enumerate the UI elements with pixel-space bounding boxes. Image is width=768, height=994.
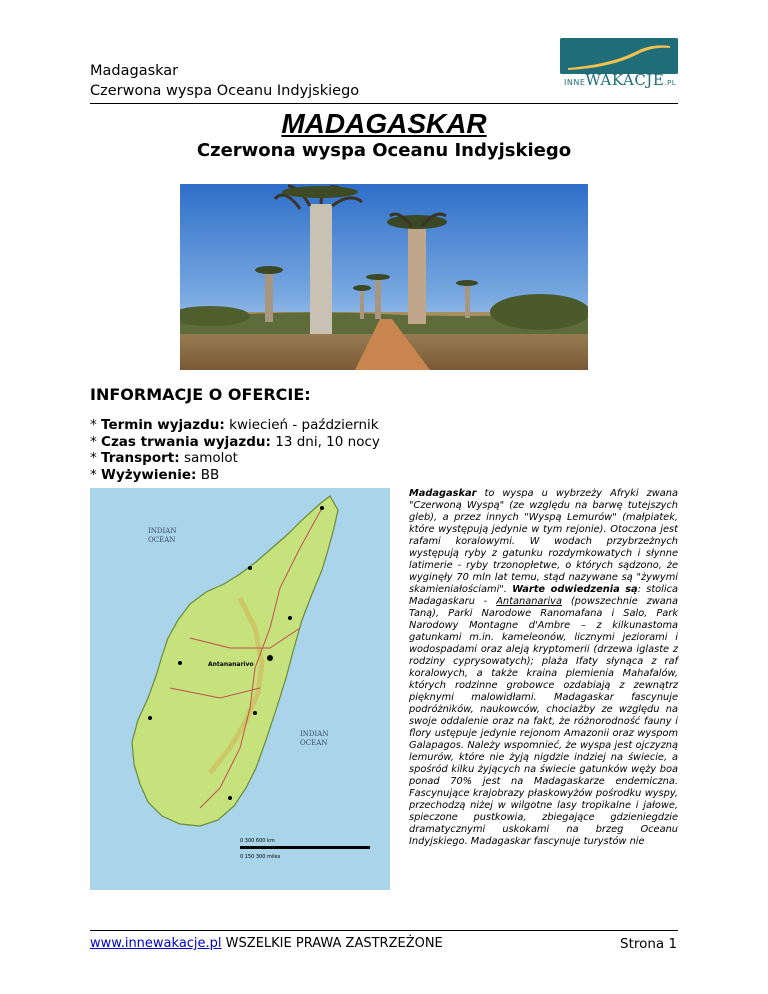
map-scale-km: 0 300 600 km bbox=[240, 838, 275, 844]
antananariva-link[interactable]: Antananariva bbox=[496, 596, 562, 607]
map-ocean-label-west: INDIAN bbox=[148, 527, 177, 535]
innewakacje-logo bbox=[560, 38, 678, 88]
list-item: * Termin wyjazdu: kwiecień - październik bbox=[90, 417, 379, 433]
map-scale-miles: 0 150 300 miles bbox=[240, 854, 281, 860]
logo-main: WAKACJE bbox=[585, 71, 665, 89]
logo-suffix: .PL bbox=[664, 79, 677, 87]
madagascar-map bbox=[90, 488, 390, 890]
map-ocean-label-west-2: OCEAN bbox=[148, 536, 176, 544]
page-title: MADAGASKAR bbox=[281, 108, 487, 139]
offer-info-list bbox=[90, 417, 380, 483]
logo-prefix: INNE bbox=[564, 78, 586, 87]
offer-info-heading: INFORMACJE O OFERCIE: bbox=[90, 385, 311, 404]
article-lead: Madagaskar bbox=[409, 488, 477, 499]
header-title: Madagaskar bbox=[90, 63, 179, 79]
list-item: * Wyżywienie: BB bbox=[90, 466, 220, 483]
map-ocean-label-east: INDIAN bbox=[300, 730, 329, 738]
header-subtitle: Czerwona wyspa Oceanu Indyjskiego bbox=[90, 83, 360, 99]
baobab-avenue-photo bbox=[180, 184, 588, 370]
footer-rights: WSZELKIE PRAWA ZASTRZEŻONE bbox=[221, 936, 443, 951]
list-item: * Transport: samolot bbox=[90, 450, 238, 466]
header-divider bbox=[90, 103, 678, 104]
page-subtitle: Czerwona wyspa Oceanu Indyjskiego bbox=[196, 140, 572, 161]
footer-website-link[interactable]: www.innewakacje.pl bbox=[90, 936, 222, 951]
article-text: Madagaskar to wyspa u wybrzeży Afryki zwana "Czerwoną Wyspą" (ze względu na barwę tutejszych gleb), a przez innych "Wyspą Lemurów" (małpiatek, które występują jedynie w tym rejonie). Otoczona jest rafami koralowymi. W wodach przybrzeżnych występują ryby z gatunku rozdymkowatych i słynne latimerie - ryby trzonopłetwe, o których sądzono, że wyginęły 70 mln lat temu, stąd nazywane są "żywymi skamieniałościami". Warte odwiedzenia są: stolica Madagaskaru - Antananariva (powszechnie zwana Taną), Parki Narodowe Ranomafana i Salo, Park Narodowy Montagne d'Ambre – z kilkunastoma gatunkami m.in. kameleonów, licznymi jeziorami i wodospadami oraz aleją kryptomerii (drzewa iglaste z rodziny cyprysowatych); plaża Ifaty słynąca z raf koralowych, a także kraina plemienia Mahafalów, których rodzinne grobowce ozdabiają z zewnątrz pięknymi malowidłami. Madagaskar fascynuje podróżników, naukowców, chociażby ze względu na swoje oddalenie oraz na fakt, że różnorodność fauny i flory ustępuje jedynie rejonom Amazonii oraz wyspom Galapagos. Należy wspomnieć, że wyspa jest ojczyzną lemurów, które nie żyją nigdzie indziej na świecie, a spośród kilku żyjących na świecie gatunków węży boa ponad 70% jest na Madagaskarze endemiczna. Fascynujące krajobrazy płaskowyżów pośrodku wyspy, przechodzą niżej w wilgotne lasy tropikalne i jałowe, spieczone pustkowia, zbiegające gdzieniegdzie dramatycznymi uskokami na brzeg Oceanu Indyjskiego. Madagaskar fascynuje turystów nie bbox=[409, 488, 678, 847]
footer-left bbox=[90, 936, 443, 951]
map-ocean-label-east-2: OCEAN bbox=[300, 739, 328, 747]
logo-badge-icon bbox=[560, 38, 678, 74]
map-capital-label: Antananarivo bbox=[208, 661, 254, 668]
page-number: Strona 1 bbox=[620, 936, 678, 952]
list-item: * Czas trwania wyjazdu: 13 dni, 10 nocy bbox=[90, 433, 380, 450]
footer-divider bbox=[90, 930, 678, 931]
